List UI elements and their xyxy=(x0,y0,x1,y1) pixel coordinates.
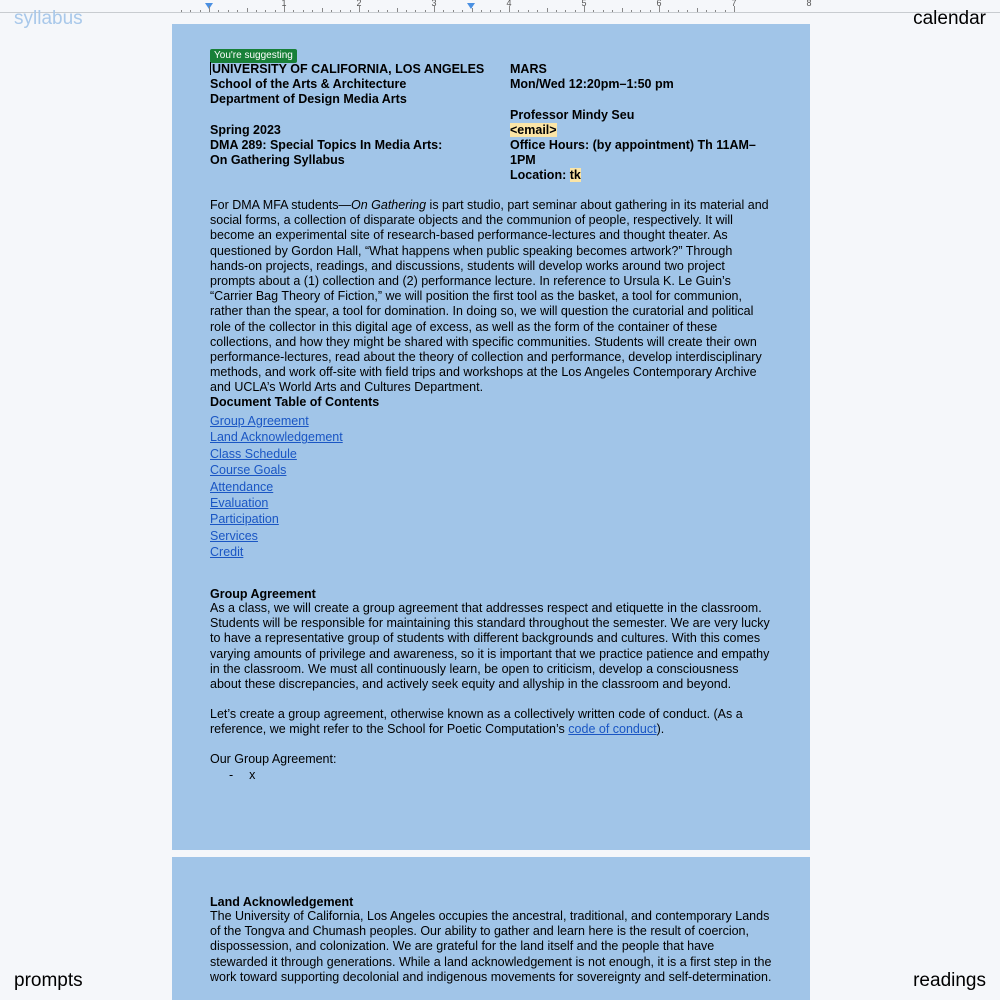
ruler-tick xyxy=(612,10,613,12)
ruler-tick xyxy=(481,10,482,12)
group-agreement-heading: Group Agreement xyxy=(210,587,316,601)
ruler-tick xyxy=(706,10,707,12)
ruler-tick xyxy=(265,10,266,12)
ruler-tick xyxy=(565,10,566,12)
ruler-tick xyxy=(622,8,623,12)
ruler-tick xyxy=(443,10,444,12)
header-office-hours: Office Hours: (by appointment) Th 11AM–1PM xyxy=(510,138,756,168)
ruler-tick xyxy=(350,10,351,12)
toc-link-group-agreement[interactable]: Group Agreement xyxy=(210,414,309,428)
code-of-conduct-link[interactable]: code of conduct xyxy=(568,722,657,737)
toc-link-services[interactable]: Services xyxy=(210,528,258,543)
ruler-tick xyxy=(687,10,688,12)
header-left-block xyxy=(210,62,500,168)
ruler-tick xyxy=(537,10,538,12)
ruler-tick xyxy=(631,10,632,12)
toc-link-credit[interactable]: Credit xyxy=(210,545,244,560)
nav-calendar-link[interactable]: calendar xyxy=(913,8,986,29)
header-time: Mon/Wed 12:20pm–1:50 pm xyxy=(510,77,674,92)
text-cursor xyxy=(210,62,211,75)
ruler-tick xyxy=(228,10,229,12)
toc-link-participation[interactable]: Participation xyxy=(210,512,279,527)
header-professor: Professor Mindy Seu xyxy=(510,107,635,122)
ruler-tick xyxy=(256,10,257,12)
ruler-tick xyxy=(322,8,323,12)
header-term: Spring 2023 xyxy=(210,122,281,137)
ruler-label: 5 xyxy=(581,0,587,8)
ruler-tick xyxy=(312,10,313,12)
header-school: School of the Arts & Architecture xyxy=(210,77,407,92)
ruler-tick xyxy=(425,10,426,12)
ruler-tick xyxy=(340,10,341,12)
list-item-text: x xyxy=(249,768,256,782)
toc-link-course-goals[interactable]: Course Goals xyxy=(210,463,287,478)
land-acknowledgement-body: The University of California, Los Angeles occupies the ancestral, traditional, and contemporary Lands of the Tongva and Chumash peoples. Our ability to gather and learn here is the result of coercion, dispossession, and colonization. We are grateful for the land itself and the people that have stewarded it through generations. While a land acknowledgement is not enough, it is a first step in the work toward supporting decolonial and indigenous movements for sovereignty and self-determination. xyxy=(210,909,772,984)
toc-link-evaluation[interactable]: Evaluation xyxy=(210,496,269,511)
ruler-tick xyxy=(556,10,557,12)
ruler-tick xyxy=(303,10,304,12)
ruler-tick xyxy=(593,10,594,12)
ruler-tick xyxy=(181,10,182,12)
toc-link-attendance[interactable]: Attendance xyxy=(210,479,274,494)
group-agreement-reference: Let’s create a group agreement, otherwise known as a collectively written code of conduct. (As a reference, we might refer to the School for Poetic Computation’s code of conduct). xyxy=(210,707,743,737)
toc-link-land-acknowledgement[interactable]: Land Acknowledgement xyxy=(210,430,343,445)
ruler-tick xyxy=(237,10,238,12)
ruler-tick xyxy=(378,10,379,12)
ruler-tick xyxy=(397,8,398,12)
ruler-tick xyxy=(247,8,248,12)
ruler-tick xyxy=(218,10,219,12)
ruler-tick xyxy=(415,10,416,12)
ruler-tick xyxy=(275,10,276,12)
nav-readings-link[interactable]: readings xyxy=(913,970,986,991)
ruler-tick xyxy=(668,10,669,12)
ruler-label: 6 xyxy=(656,0,662,8)
horizontal-ruler[interactable] xyxy=(172,0,810,13)
document-page-2[interactable] xyxy=(172,857,810,1000)
toc-link-class-schedule[interactable]: Class Schedule xyxy=(210,446,297,461)
table-of-contents xyxy=(210,413,343,561)
suggesting-mode-badge: You're suggesting xyxy=(210,49,297,63)
ruler-tick xyxy=(640,10,641,12)
header-location-label: Location: xyxy=(510,168,570,183)
ruler-tick xyxy=(528,10,529,12)
toc-heading: Document Table of Contents xyxy=(210,395,380,409)
ruler-tick xyxy=(472,8,473,12)
land-acknowledgement-heading: Land Acknowledgement xyxy=(210,895,354,909)
group-agreement-list-item xyxy=(229,768,255,783)
ruler-label: 8 xyxy=(806,0,812,8)
ruler-tick xyxy=(725,10,726,12)
intro-paragraph: For DMA MFA students—On Gathering is part studio, part seminar about gathering in its material and social forms, a collection of disparate objects and the communion of people, respectively. It will become an experimental site of research-based performance-lectures and thought theater. As questioned by Gordon Hall, “What happens when public speaking becomes artwork?” Through hands-on projects, readings, and discussions, students will develop works around two project prompts about a (1) collection and (2) performance lecture. In reference to Ursula K. Le Guin’s “Carrier Bag Theory of Fiction,” we will position the first tool as the basket, a tool for communion, rather than the spear, a tool for domination. In doing so, we will question the curatorial and political role of the collector in this digital age of excess, as well as the form of the container of these collections, and how they might be shared with specific communities. Students will create their own performance-lectures, read about the theory of collection and performance, develop interdisciplinary methods, and work off-site with field trips and workshops at the Los Angeles Contemporary Archive and UCLA’s World Arts and Cultures Department. xyxy=(210,198,769,395)
ruler-tick xyxy=(331,10,332,12)
ruler-tick xyxy=(575,10,576,12)
nav-syllabus-link[interactable]: syllabus xyxy=(14,8,83,29)
ruler-tick xyxy=(715,10,716,12)
ruler-tick xyxy=(462,10,463,12)
nav-prompts-link[interactable]: prompts xyxy=(14,970,83,991)
header-course-subtitle: On Gathering Syllabus xyxy=(210,153,345,168)
group-agreement-body: As a class, we will create a group agreement that addresses respect and etiquette in the classroom. Students will be responsible for maintaining this standard throughout the semester. We are very lucky to have a representative group of students with different backgrounds and cultures. With this comes varying amounts of privilege and awareness, so it is important that we practice patience and empathy in the classroom. We must all continuously learn, be open to criticism, develop a consciousness about these discrepancies, and actively seek equity and allyship in the classroom and beyond. xyxy=(210,601,770,692)
ruler-label: 1 xyxy=(281,0,287,8)
ruler-tick xyxy=(368,10,369,12)
header-course: DMA 289: Special Topics In Media Arts: xyxy=(210,138,443,152)
ruler-tick xyxy=(293,10,294,12)
header-university: UNIVERSITY OF CALIFORNIA, LOS ANGELES xyxy=(212,62,485,76)
ruler-tick xyxy=(190,10,191,12)
header-room: MARS xyxy=(510,62,547,76)
ruler-label: 3 xyxy=(431,0,437,8)
ruler-tick xyxy=(209,6,210,12)
ruler-tick xyxy=(387,10,388,12)
ruler-tick xyxy=(603,10,604,12)
header-email[interactable]: <email> xyxy=(510,122,557,137)
list-bullet: - xyxy=(229,768,234,782)
ruler-tick xyxy=(697,8,698,12)
document-page-1[interactable] xyxy=(172,24,810,850)
header-right-block xyxy=(510,62,780,184)
ruler-label: 7 xyxy=(731,0,737,8)
ruler-tick xyxy=(406,10,407,12)
ruler-tick xyxy=(500,10,501,12)
group-agreement-list-label: Our Group Agreement: xyxy=(210,752,337,766)
ruler-tick xyxy=(650,10,651,12)
ruler-tick xyxy=(200,10,201,12)
ruler-label: 4 xyxy=(506,0,512,8)
header-department: Department of Design Media Arts xyxy=(210,92,407,107)
header-location-value[interactable]: tk xyxy=(569,168,581,183)
ruler-tick xyxy=(678,10,679,12)
course-title-italic: On Gathering xyxy=(351,198,427,212)
ruler-label: 2 xyxy=(356,0,362,8)
ruler-tick xyxy=(453,10,454,12)
ruler-tick xyxy=(547,8,548,12)
ruler-tick xyxy=(518,10,519,12)
ruler-tick xyxy=(490,10,491,12)
